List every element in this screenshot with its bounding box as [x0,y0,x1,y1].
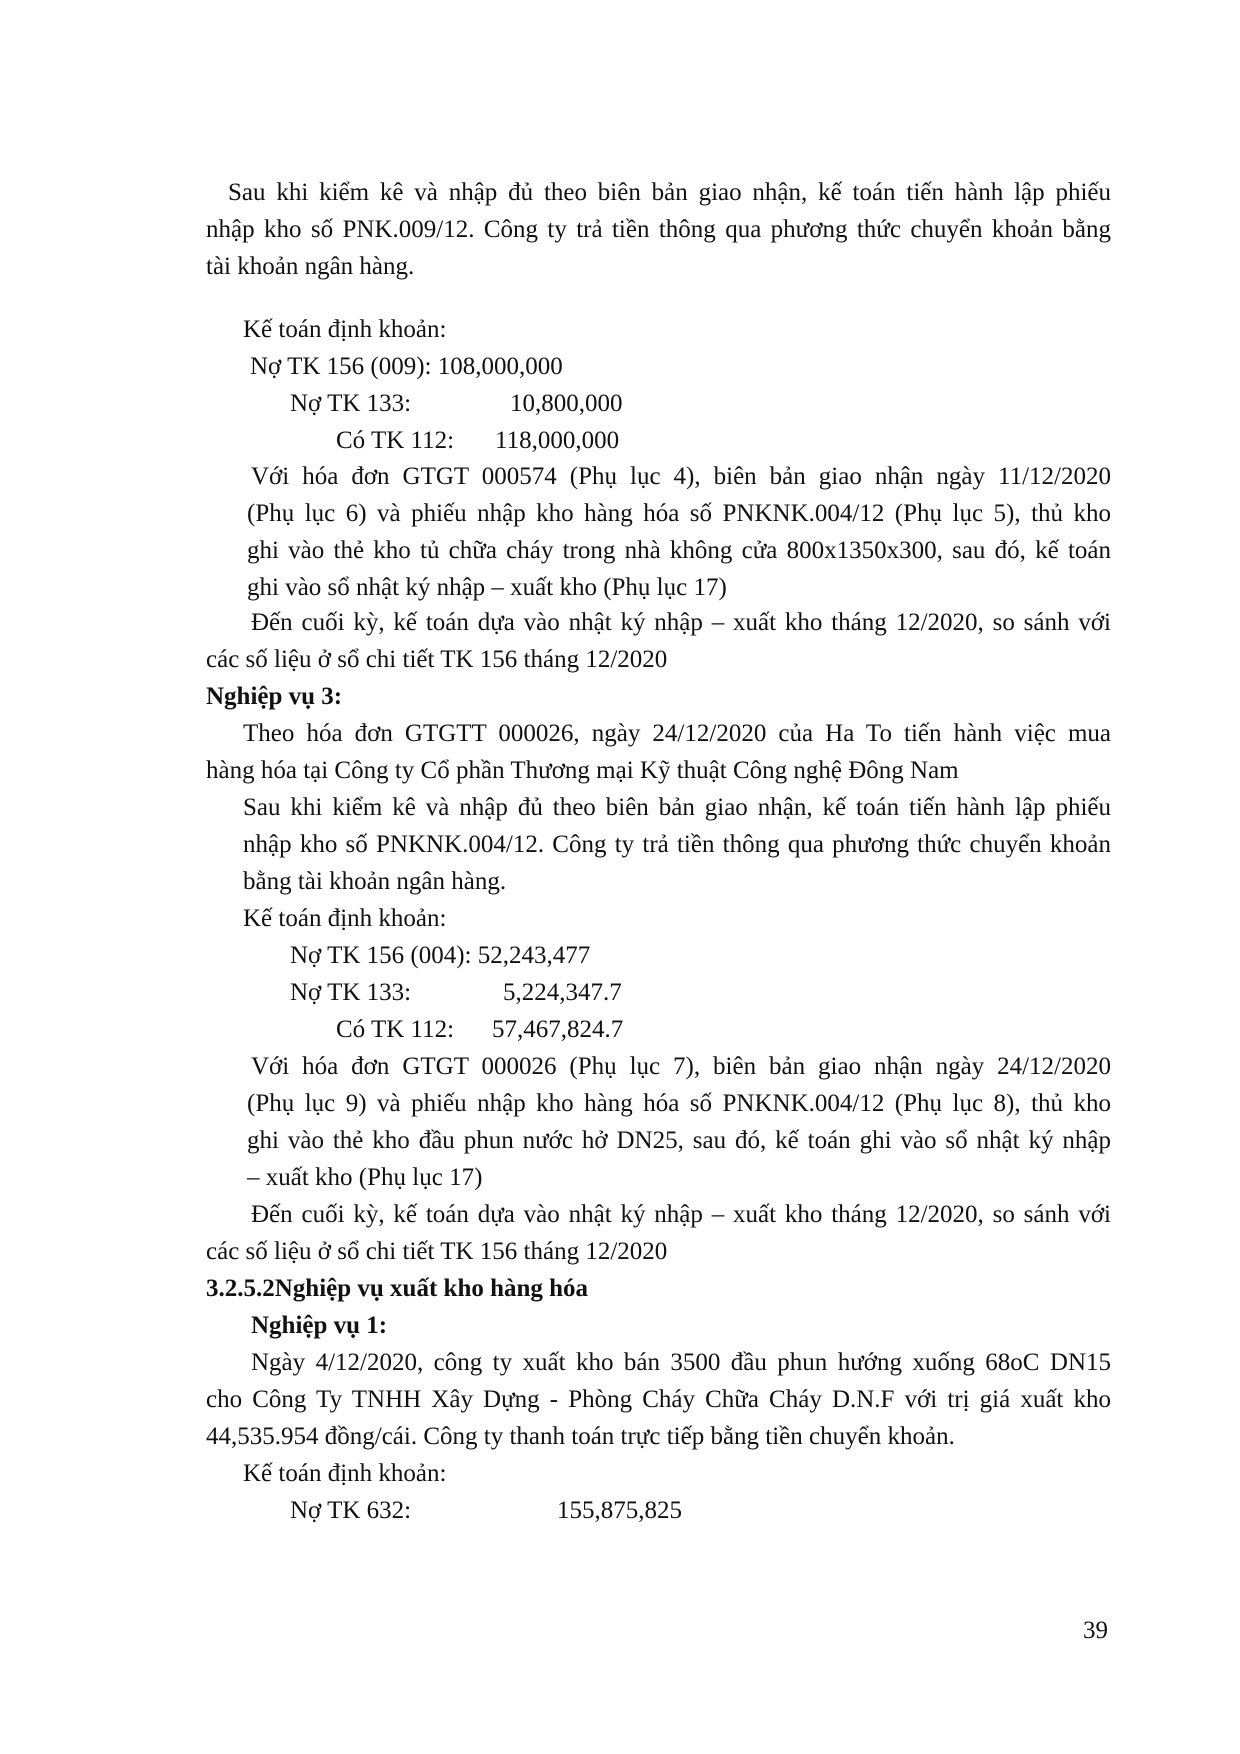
section-heading: 3.2.5.2Nghiệp vụ xuất kho hàng hóa [206,1275,589,1302]
paragraph-line: – xuất kho (Phụ lục 17) [247,1164,483,1191]
entry-heading: Kế toán định khoản: [243,1460,447,1487]
paragraph-line: Theo hóa đơn GTGTT 000026, ngày 24/12/2020 của Ha To tiến hành việc mua [243,720,1111,747]
paragraph-line: cho Công Ty TNHH Xây Dựng - Phòng Cháy Chữa Cháy D.N.F với trị giá xuất kho [206,1386,1111,1413]
entry-label: Nợ TK 632: [290,1497,412,1524]
paragraph-line: Với hóa đơn GTGT 000574 (Phụ lục 4), biên bản giao nhận ngày 11/12/2020 [251,463,1111,490]
entry-label: Nợ TK 133: [290,979,412,1006]
paragraph-line: (Phụ lục 6) và phiếu nhập kho hàng hóa số PNKNK.004/12 (Phụ lục 5), thủ kho [247,500,1111,527]
entry-value: 155,875,825 [557,1497,682,1524]
entry-heading: Kế toán định khoản: [243,316,447,343]
entry-value: 10,800,000 [510,390,623,417]
paragraph-line: Sau khi kiểm kê và nhập đủ theo biên bản giao nhận, kế toán tiến hành lập phiếu [243,794,1111,821]
entry-value: 118,000,000 [495,427,620,454]
paragraph-line: bằng tài khoản ngân hàng. [243,868,507,895]
entry-label: Có TK 112: [336,1016,455,1043]
page-number: 39 [1083,1617,1108,1644]
paragraph-line: ghi vào sổ nhật ký nhập – xuất kho (Phụ lục 17) [247,574,727,601]
paragraph-line: hàng hóa tại Công ty Cổ phần Thương mại Kỹ thuật Công nghệ Đông Nam [206,757,959,784]
paragraph-line: các số liệu ở sổ chi tiết TK 156 tháng 12/2020 [206,646,668,673]
entry-label: Nợ TK 156 (004): [290,942,472,969]
entry-value: 57,467,824.7 [492,1016,624,1043]
entry-label: Nợ TK 156 (009): [250,353,432,380]
paragraph-line: nhập kho số PNKNK.004/12. Công ty trả tiền thông qua phương thức chuyển khoản [243,831,1111,858]
paragraph-line: Đến cuối kỳ, kế toán dựa vào nhật ký nhập – xuất kho tháng 12/2020, so sánh với [251,1201,1111,1228]
section-heading: Nghiệp vụ 3: [206,683,343,710]
paragraph-line: Đến cuối kỳ, kế toán dựa vào nhật ký nhập – xuất kho tháng 12/2020, so sánh với [251,609,1111,636]
entry-label: Nợ TK 133: [290,390,412,417]
subsection-heading: Nghiệp vụ 1: [251,1312,388,1339]
entry-row [250,349,563,385]
paragraph-line: ghi vào thẻ kho đầu phun nước hở DN25, sau đó, kế toán ghi vào sổ nhật ký nhập [247,1127,1111,1154]
paragraph-line: (Phụ lục 9) và phiếu nhập kho hàng hóa số PNKNK.004/12 (Phụ lục 8), thủ kho [247,1090,1111,1117]
entry-value: 5,224,347.7 [503,979,622,1006]
paragraph-line: ghi vào thẻ kho tủ chữa cháy trong nhà không cửa 800x1350x300, sau đó, kế toán [247,537,1111,564]
paragraph-line: Với hóa đơn GTGT 000026 (Phụ lục 7), biên bản giao nhận ngày 24/12/2020 [251,1053,1111,1080]
entry-heading: Kế toán định khoản: [243,905,447,932]
paragraph-line: Sau khi kiểm kê và nhập đủ theo biên bản giao nhận, kế toán tiến hành lập phiếu [228,179,1111,206]
paragraph-line: tài khoản ngân hàng. [206,253,415,280]
entry-label: Có TK 112: [336,427,455,454]
paragraph-line: Ngày 4/12/2020, công ty xuất kho bán 3500 đầu phun hướng xuống 68oC DN15 [251,1349,1111,1376]
paragraph-line: các số liệu ở sổ chi tiết TK 156 tháng 12/2020 [206,1238,668,1265]
paragraph-line: 44,535.954 đồng/cái. Công ty thanh toán trực tiếp bằng tiền chuyển khoản. [206,1423,955,1450]
paragraph-line: nhập kho số PNK.009/12. Công ty trả tiền thông qua phương thức chuyển khoản bằng [206,216,1111,243]
entry-row [290,938,590,974]
entry-value: 108,000,000 [437,353,563,380]
entry-value: 52,243,477 [477,942,591,969]
